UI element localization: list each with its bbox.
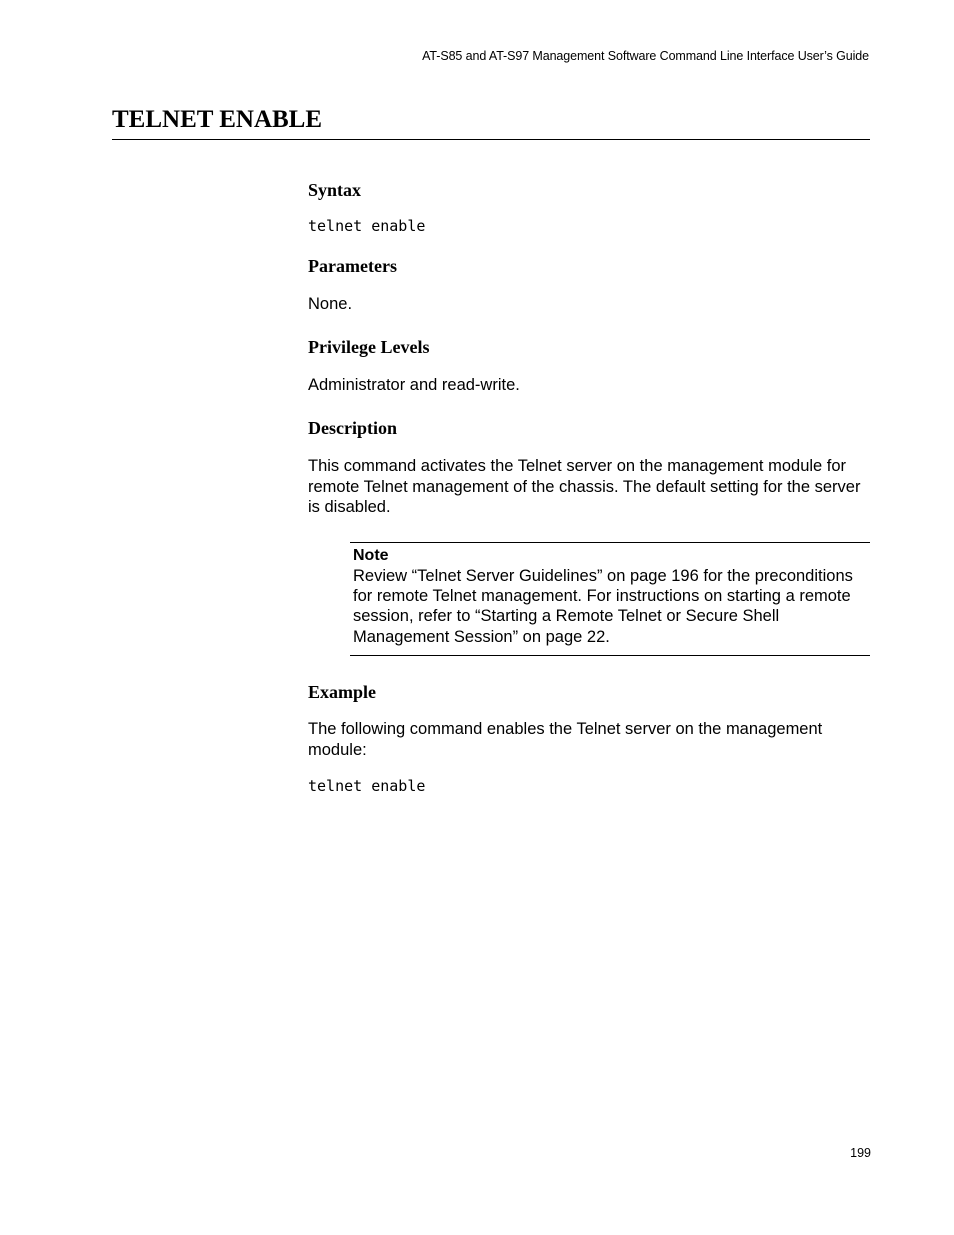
page-number: 199 — [850, 1146, 871, 1160]
note-box — [350, 542, 870, 656]
note-text: Review “Telnet Server Guidelines” on page 196 for the preconditions for remote Telnet management. For instructions on starting a remote session, refer to “Starting a Remote Telnet or Secure Shell Management Session” on page 22. — [353, 567, 853, 646]
example-text: The following command enables the Telnet server on the management module: — [308, 720, 823, 759]
parameters-heading: Parameters — [308, 256, 397, 276]
syntax-code: telnet enable — [308, 217, 426, 235]
page-title: TELNET ENABLE — [112, 106, 323, 133]
privilege-levels-text: Administrator and read-write. — [308, 376, 520, 394]
example-code: telnet enable — [308, 777, 426, 795]
syntax-heading: Syntax — [308, 180, 362, 200]
title-rule — [112, 139, 870, 140]
note-label: Note — [353, 547, 389, 564]
privilege-levels-heading: Privilege Levels — [308, 337, 430, 357]
description-text: This command activates the Telnet server on the management module for remote Telnet management of the chassis. The default setting for the server is disabled. — [308, 457, 861, 516]
example-heading: Example — [308, 682, 377, 702]
running-header: AT-S85 and AT-S97 Management Software Command Line Interface User’s Guide — [422, 49, 869, 63]
parameters-text: None. — [308, 295, 353, 313]
description-heading: Description — [308, 418, 397, 438]
